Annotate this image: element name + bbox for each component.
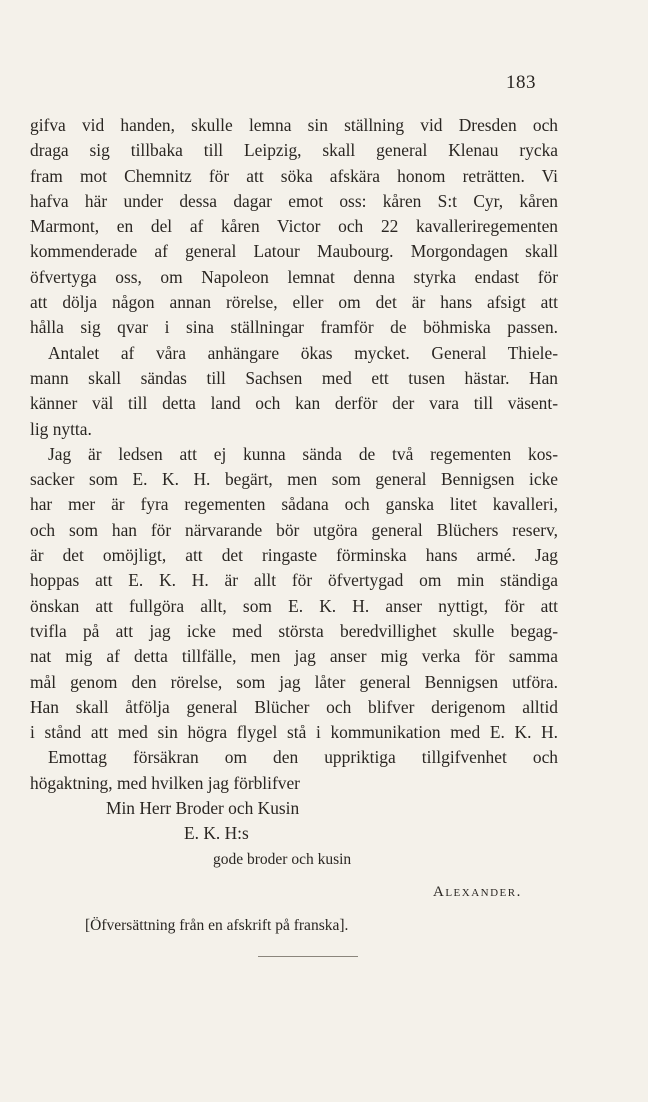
text-line: öfvertyga oss, om Napoleon lemnat denna styrka endast för bbox=[30, 266, 558, 287]
closing-initials: E. K. H:s bbox=[184, 823, 249, 844]
footer-divider bbox=[258, 956, 358, 957]
text-line: tvifla på att jag icke med största beredvillighet skulle begag- bbox=[30, 620, 558, 641]
text-line: sacker som E. K. H. begärt, men som general Bennigsen icke bbox=[30, 469, 558, 490]
text-line: och som han för närvarande bör utgöra general Blüchers reserv, bbox=[30, 519, 558, 540]
text-line: fram mot Chemnitz för att söka afskära honom reträtten. Vi bbox=[30, 165, 558, 186]
text-line: hoppas att E. K. H. är allt för öfvertygad om min ständiga bbox=[30, 570, 558, 591]
page-number: 183 bbox=[506, 72, 536, 93]
text-line: Marmont, en del af kåren Victor och 22 kavalleriregementen bbox=[30, 216, 558, 237]
text-line: har mer är fyra regementen sådana och ganska litet kavalleri, bbox=[30, 494, 558, 515]
text-line: att dölja någon annan rörelse, eller om det är hans afsigt att bbox=[30, 292, 558, 313]
text-line: lig nytta. bbox=[30, 418, 92, 439]
text-line: mål genom den rörelse, som jag låter general Bennigsen utföra. bbox=[30, 671, 558, 692]
text-line: känner väl till detta land och kan derför der vara till väsent- bbox=[30, 393, 558, 414]
text-line: nat mig af detta tillfälle, men jag anser mig verka för samma bbox=[30, 646, 558, 667]
text-line: högaktning, med hvilken jag förblifver bbox=[30, 772, 300, 793]
text-line: draga sig tillbaka till Leipzig, skall general Klenau rycka bbox=[30, 140, 558, 161]
text-line: hafva här under dessa dagar emot oss: kåren S:t Cyr, kåren bbox=[30, 190, 558, 211]
text-line: mann skall sändas till Sachsen med ett tusen hästar. Han bbox=[30, 367, 558, 388]
translation-note: [Öfversättning från en afskrift på franska]. bbox=[85, 917, 349, 935]
signature: Alexander. bbox=[433, 883, 522, 900]
text-line: Han skall åtfölja general Blücher och blifver derigenom alltid bbox=[30, 696, 558, 717]
text-line: kommenderade af general Latour Maubourg. Morgondagen skall bbox=[30, 241, 558, 262]
text-line: gifva vid handen, skulle lemna sin ställning vid Dresden och bbox=[30, 115, 558, 135]
text-line: Antalet af våra anhängare ökas mycket. General Thiele- bbox=[48, 342, 558, 363]
text-line: hålla sig qvar i sina ställningar framför de böhmiska passen. bbox=[30, 317, 558, 338]
closing-phrase: gode broder och kusin bbox=[213, 850, 352, 868]
letter-body bbox=[30, 113, 558, 939]
text-line: i stånd att med sin högra flygel stå i kommunikation med E. K. H. bbox=[30, 722, 558, 743]
text-line: Jag är ledsen att ej kunna sända de två regementen kos- bbox=[48, 443, 558, 464]
text-line: Emottag försäkran om den uppriktiga tillgifvenhet och bbox=[48, 747, 558, 768]
closing-salutation: Min Herr Broder och Kusin bbox=[106, 798, 300, 819]
text-line: önskan att fullgöra allt, som E. K. H. anser nyttigt, för att bbox=[30, 595, 558, 616]
text-line: är det omöjligt, att det ringaste förminska hans armé. Jag bbox=[30, 545, 558, 566]
